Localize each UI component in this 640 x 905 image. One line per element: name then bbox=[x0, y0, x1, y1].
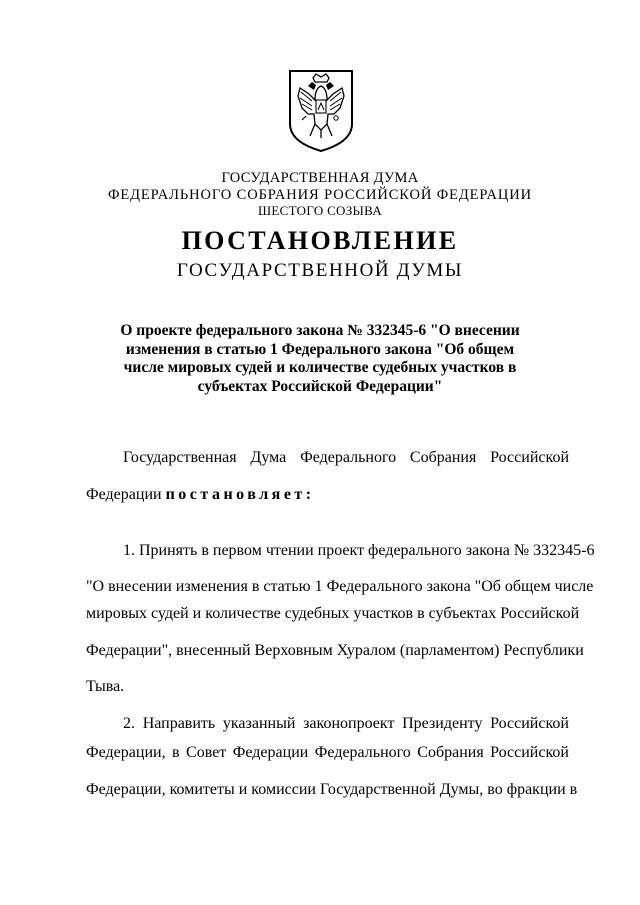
paragraph-1-line: Федерации", внесенный Верховным Хуралом (парламентом) Республики bbox=[86, 642, 584, 659]
paragraph-2-line: 2. Направить указанный законопроект Президенту Российской bbox=[123, 715, 569, 732]
intro-text: Федерации bbox=[86, 486, 166, 503]
intro-line bbox=[86, 485, 569, 505]
convocation-line: ШЕСТОГО СОЗЫВА bbox=[257, 203, 383, 218]
paragraph-1-line: 1. Принять в первом чтении проект федерального закона № 332345-6 bbox=[123, 542, 595, 559]
subject-line: субъектах Российской Федерации" bbox=[197, 377, 443, 395]
org-name-line-2: ФЕДЕРАЛЬНОГО СОБРАНИЯ РОССИЙСКОЙ ФЕДЕРАЦИИ bbox=[107, 187, 533, 203]
paragraph-2-line: Федерации, комитеты и комиссии Государственной Думы, во фракции в bbox=[86, 781, 578, 798]
subject-line: О проекте федерального закона № 332345-6 "О внесении bbox=[120, 322, 520, 339]
paragraph-1-line: "О внесении изменения в статью 1 Федерального закона "Об общем числе bbox=[86, 578, 594, 595]
document-subtitle: ГОСУДАРСТВЕННОЙ ДУМЫ bbox=[176, 260, 464, 281]
paragraph-1-line: Тыва. bbox=[86, 678, 125, 695]
document-type-title: ПОСТАНОВЛЕНИЕ bbox=[181, 226, 459, 255]
resolves-verb: постановляет: bbox=[165, 486, 315, 503]
subject-line: изменения в статью 1 Федерального закона "Об общем bbox=[125, 340, 515, 358]
intro-line: Государственная Дума Федерального Собрания Российской bbox=[123, 449, 569, 466]
resolution-subject bbox=[96, 322, 544, 396]
paragraph-2-line: Федерации, в Совет Федерации Федерального Собрания Российской bbox=[86, 744, 569, 761]
subject-line: числе мировых судей и количестве судебных участков в bbox=[123, 359, 517, 376]
paragraph-1-line: мировых судей и количестве судебных участков в субъектах Российской bbox=[86, 605, 580, 622]
org-name-line-1: ГОСУДАРСТВЕННАЯ ДУМА bbox=[221, 170, 419, 186]
coat-of-arms-emblem bbox=[286, 68, 356, 154]
